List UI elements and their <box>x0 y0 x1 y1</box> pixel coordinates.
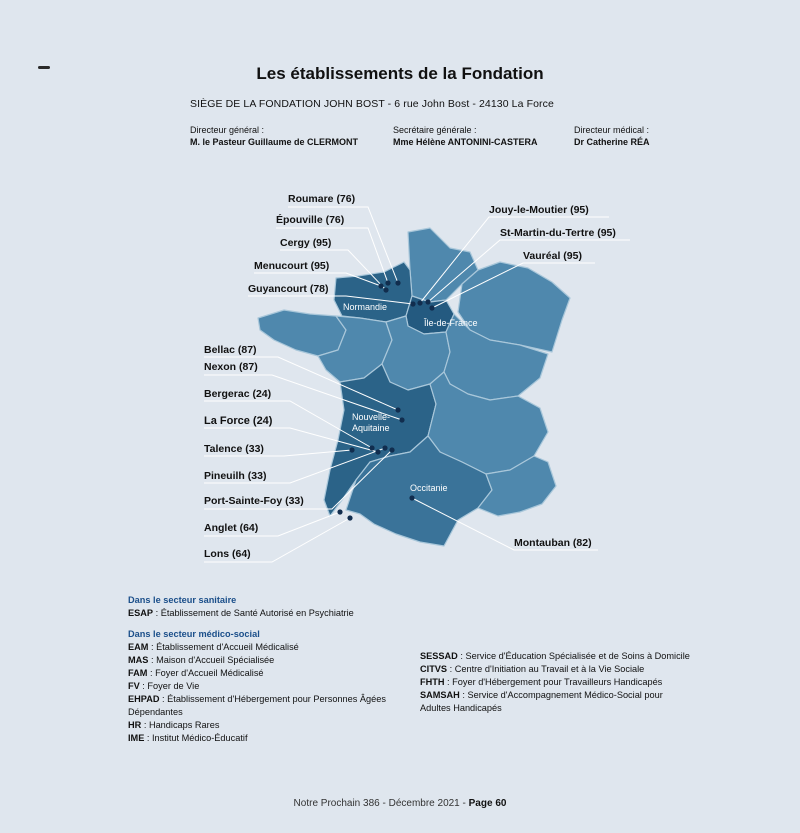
legend-item: IME : Institut Médico-Éducatif <box>128 733 248 743</box>
establishment-dept: (33) <box>247 470 267 482</box>
siege-address: SIÈGE DE LA FONDATION JOHN BOST - 6 rue John Bost - 24130 La Force <box>190 98 554 110</box>
role-name: Dr Catherine RÉA <box>574 137 650 147</box>
establishment-dept: (82) <box>572 537 592 549</box>
legend-item: FAM : Foyer d'Accueil Médicalisé <box>128 668 264 678</box>
establishment-name: Montauban <box>514 537 573 549</box>
establishment-name: Menucourt <box>254 260 311 272</box>
establishment-dept: (95) <box>312 237 332 249</box>
establishment-label <box>280 237 331 249</box>
establishment-label <box>500 227 616 239</box>
establishment-label <box>204 344 257 356</box>
establishment-dot <box>417 300 422 305</box>
legend-item: SESSAD : Service d'Éducation Spécialisée et de Soins à Domicile <box>420 651 690 661</box>
establishment-dot <box>389 447 394 452</box>
legend-item: CITVS : Centre d'Initiation au Travail et à la Vie Sociale <box>420 664 645 674</box>
establishment-label <box>204 548 251 560</box>
legend-item: EHPAD : Établissement d'Hébergement pour Personnes Âgées Dépendantes <box>128 694 386 717</box>
establishment-dot <box>395 407 400 412</box>
legend-right <box>420 650 690 715</box>
establishment-label <box>204 495 304 507</box>
region-label-nouvelle: Nouvelle- <box>352 412 391 422</box>
region-label-ile-de-france: Île-de-France <box>424 318 478 328</box>
establishment-dept: (33) <box>245 443 264 455</box>
establishment-label <box>204 415 272 427</box>
establishment-name: Bellac <box>204 344 238 356</box>
establishment-dept: (76) <box>336 193 356 205</box>
establishment-dot <box>385 280 390 285</box>
establishment-label <box>204 361 258 373</box>
page-footer <box>0 798 800 809</box>
establishment-dot <box>382 445 387 450</box>
region-label-aquitaine: Aquitaine <box>352 423 390 433</box>
legend-medico-title: Dans le secteur médico-social <box>128 629 260 639</box>
footer-text: Notre Prochain 386 - Décembre 2021 - <box>293 798 469 809</box>
establishment-dept: (95) <box>310 260 330 272</box>
establishment-name: Talence <box>204 443 246 455</box>
establishment-name: Anglet <box>204 522 240 534</box>
legend-item: FHTH : Foyer d'Hébergement pour Travailleurs Handicapés <box>420 677 663 687</box>
establishment-dept: (64) <box>239 522 259 534</box>
establishment-label <box>204 470 266 482</box>
establishment-dept: (76) <box>325 214 345 226</box>
role-label: Directeur médical : <box>574 125 650 135</box>
establishment-dot <box>375 449 380 454</box>
establishment-dot <box>383 287 388 292</box>
establishment-dot <box>399 417 404 422</box>
establishment-name: Port-Sainte-Foy <box>204 495 286 507</box>
establishment-name: Épouville <box>276 214 326 226</box>
establishment-label <box>254 260 329 272</box>
establishment-dept: (33) <box>285 495 304 507</box>
legend-item: FV : Foyer de Vie <box>128 681 200 691</box>
footer-page: Page 60 <box>468 798 507 809</box>
establishment-label <box>523 250 582 262</box>
establishment-name: St-Martin-du-Tertre <box>500 227 598 239</box>
establishment-dot <box>347 515 352 520</box>
establishment-label <box>248 283 329 295</box>
legend-sanitaire-title: Dans le secteur sanitaire <box>128 595 237 605</box>
establishment-name: Nexon <box>204 361 240 373</box>
region-bretagne <box>258 310 346 356</box>
establishment-dot <box>378 283 383 288</box>
establishment-dot <box>337 509 342 514</box>
establishment-dept: (87) <box>237 344 257 356</box>
establishment-name: Jouy-le-Moutier <box>489 204 571 216</box>
region-label-occitanie: Occitanie <box>410 483 448 493</box>
role-label: Directeur général : <box>190 125 265 135</box>
establishment-label <box>204 443 264 455</box>
establishment-name: Bergerac <box>204 388 253 400</box>
establishment-label <box>514 537 592 549</box>
page-title: Les établissements de la Fondation <box>256 64 544 83</box>
legend-item: ESAP : Établissement de Santé Autorisé en Psychiatrie <box>128 608 354 618</box>
establishment-name: Guyancourt <box>248 283 310 295</box>
establishment-label <box>489 204 589 216</box>
legend-item: EAM : Établissement d'Accueil Médicalisé <box>128 642 299 652</box>
establishment-dept: (87) <box>239 361 258 373</box>
region-normandie <box>334 262 412 322</box>
establishment-name: Pineuilh <box>204 470 248 482</box>
establishment-name: Vauréal <box>523 250 564 262</box>
establishment-dot <box>409 495 414 500</box>
establishment-dept: (24) <box>252 388 272 400</box>
establishment-dot <box>349 447 354 452</box>
region-label-normandie: Normandie <box>343 302 388 312</box>
establishment-name: Roumare <box>288 193 337 205</box>
establishment-dot <box>369 445 374 450</box>
establishment-label <box>204 522 258 534</box>
role-label: Secrétaire générale : <box>393 125 477 135</box>
legend-item: HR : Handicaps Rares <box>128 720 220 730</box>
establishment-label <box>204 388 271 400</box>
establishment-label <box>288 193 355 205</box>
establishment-name: La Force <box>204 415 253 427</box>
establishment-dot <box>425 299 430 304</box>
legend-item: MAS : Maison d'Accueil Spécialisée <box>128 655 275 665</box>
establishment-name: Cergy <box>280 237 313 249</box>
establishment-dot <box>429 305 434 310</box>
establishment-dot <box>395 280 400 285</box>
establishment-dept: (24) <box>252 415 273 427</box>
legend-left <box>128 594 398 745</box>
role-name: Mme Hélène ANTONINI-CASTERA <box>393 137 538 147</box>
establishment-dot <box>410 301 415 306</box>
establishment-dept: (95) <box>570 204 589 216</box>
establishment-dept: (95) <box>597 227 616 239</box>
role-name: M. le Pasteur Guillaume de CLERMONT <box>190 137 359 147</box>
legend-item: SAMSAH : Service d'Accompagnement Médico-Social pour Adultes Handicapés <box>420 690 663 713</box>
establishment-dept: (64) <box>232 548 251 560</box>
establishment-label <box>276 214 344 226</box>
establishment-name: Lons <box>204 548 232 560</box>
establishment-dept: (95) <box>563 250 582 262</box>
establishment-dept: (78) <box>309 283 329 295</box>
